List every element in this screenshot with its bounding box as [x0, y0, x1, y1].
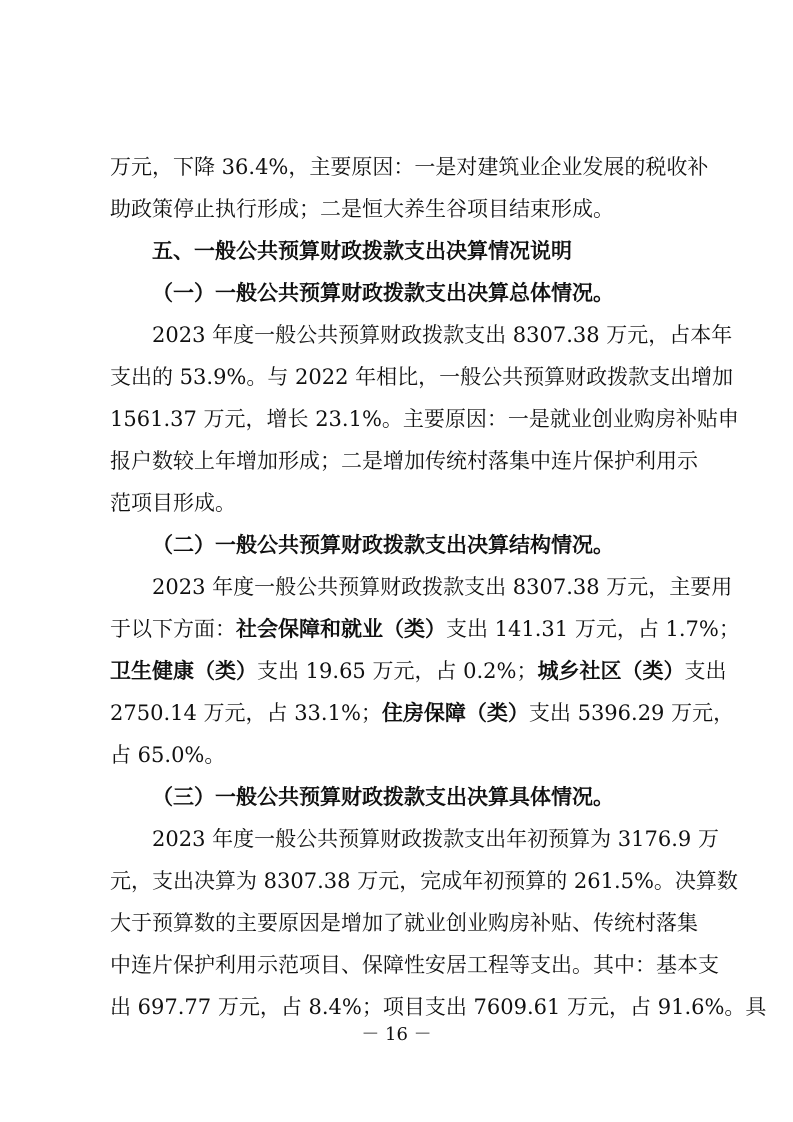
text-line: 支出的 53.9%。与 2022 年相比，一般公共预算财政拨款支出增加 [110, 365, 734, 389]
text-line: 占 65.0%。 [110, 743, 226, 767]
text-line [110, 651, 727, 691]
text-line: 出 697.77 万元，占 8.4%；项目支出 7609.61 万元，占 91.6%。具 [110, 995, 767, 1019]
section-heading: 五、一般公共预算财政拨款支出决算情况说明 [152, 239, 572, 263]
category-health: 卫生健康（类） [110, 659, 257, 683]
text-segment: 支出 19.65 万元，占 0.2%； [257, 659, 538, 683]
text-line: 报户数较上年增加形成；二是增加传统村落集中连片保护利用示 [110, 449, 698, 473]
text-line: 中连片保护利用示范项目、保障性安居工程等支出。其中：基本支 [110, 953, 719, 977]
text-segment: 支出 [684, 659, 727, 683]
text-line: 2023 年度一般公共预算财政拨款支出年初预算为 3176.9 万 [152, 827, 719, 851]
text-segment: 支出 141.31 万元，占 1.7%； [446, 617, 740, 641]
subsection-heading: （二）一般公共预算财政拨款支出决算结构情况。 [152, 533, 614, 557]
category-urban-rural: 城乡社区（类） [537, 659, 685, 683]
text-line [110, 693, 735, 733]
text-line: 2023 年度一般公共预算财政拨款支出 8307.38 万元，主要用 [152, 575, 733, 599]
text-line: 2023 年度一般公共预算财政拨款支出 8307.38 万元，占本年 [152, 323, 733, 347]
text-line: 1561.37 万元，增长 23.1%。主要原因：一是就业创业购房补贴申 [110, 407, 739, 431]
text-line: 大于预算数的主要原因是增加了就业创业购房补贴、传统村落集 [110, 911, 698, 935]
text-segment: 于以下方面： [110, 617, 236, 641]
text-line: 助政策停止执行形成；二是恒大养生谷项目结束形成。 [110, 197, 614, 221]
page-number: － 16 － [361, 1024, 432, 1045]
subsection-heading: （三）一般公共预算财政拨款支出决算具体情况。 [152, 785, 614, 809]
category-social-security: 社会保障和就业（类） [236, 617, 446, 641]
text-line [110, 609, 740, 649]
subsection-heading: （一）一般公共预算财政拨款支出决算总体情况。 [152, 281, 614, 305]
text-line: 范项目形成。 [110, 491, 236, 515]
category-housing: 住房保障（类） [381, 701, 529, 725]
text-line: 万元，下降 36.4%，主要原因：一是对建筑业企业发展的税收补 [110, 155, 709, 179]
text-segment: 2750.14 万元，占 33.1%； [110, 701, 382, 725]
text-segment: 支出 5396.29 万元， [528, 701, 735, 725]
text-line: 元，支出决算为 8307.38 万元，完成年初预算的 261.5%。决算数 [110, 869, 738, 893]
